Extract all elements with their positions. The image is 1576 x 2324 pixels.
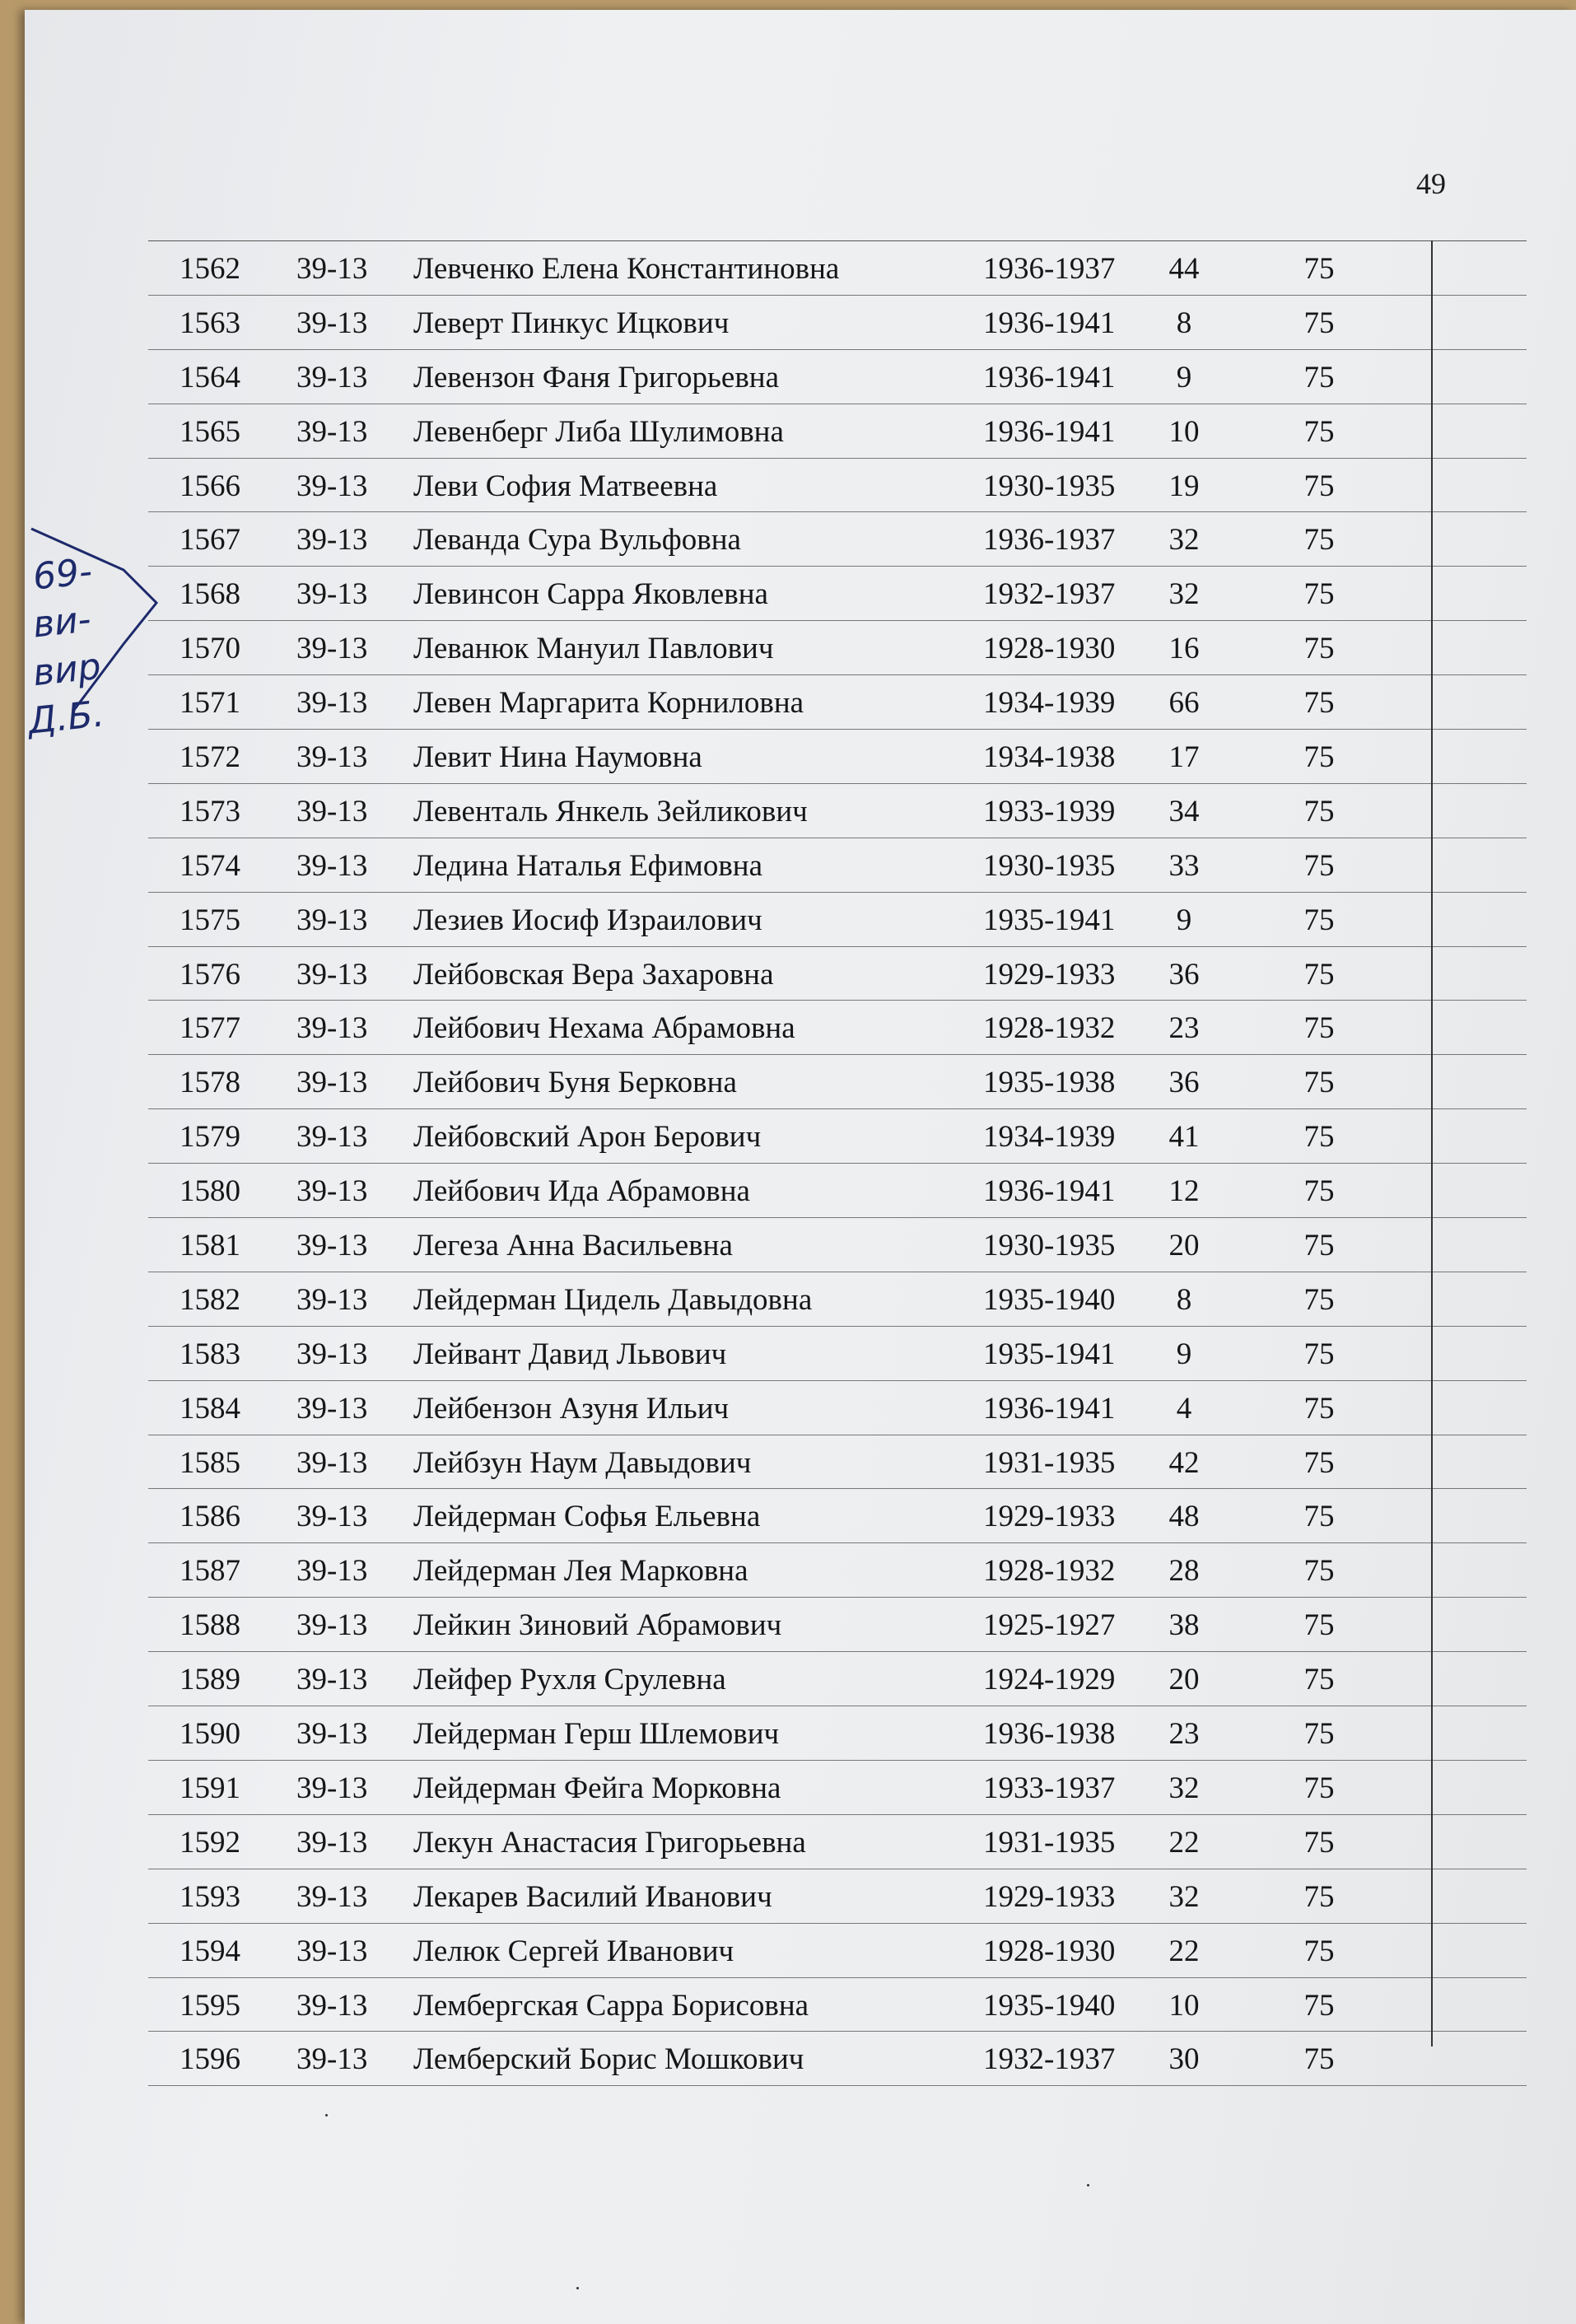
table-row bbox=[148, 947, 1527, 1001]
storage-term: 75 bbox=[1303, 1445, 1335, 1480]
person-name: Лейбович Ида Абрамовна bbox=[413, 1174, 750, 1209]
sheet-count: 44 bbox=[1168, 252, 1200, 286]
person-name: Лейдерман Лея Марковна bbox=[413, 1554, 748, 1589]
margin-note-line: вир bbox=[30, 645, 103, 695]
table-row bbox=[148, 1055, 1527, 1109]
storage-term: 75 bbox=[1303, 1066, 1335, 1100]
table-row bbox=[148, 1272, 1527, 1327]
sheet-count: 19 bbox=[1168, 469, 1200, 503]
fund-code: 39-13 bbox=[296, 1282, 368, 1317]
sheet-count: 42 bbox=[1168, 1445, 1200, 1480]
sheet-count: 38 bbox=[1168, 1608, 1200, 1643]
storage-term: 75 bbox=[1303, 1337, 1335, 1371]
table-row bbox=[148, 1652, 1527, 1706]
years-range: 1936-1941 bbox=[983, 414, 1116, 449]
record-number: 1576 bbox=[180, 957, 240, 992]
fund-code: 39-13 bbox=[296, 577, 368, 612]
years-range: 1935-1940 bbox=[983, 1282, 1116, 1317]
fund-code: 39-13 bbox=[296, 1500, 368, 1534]
record-number: 1577 bbox=[180, 1011, 240, 1046]
sheet-count: 16 bbox=[1168, 632, 1200, 666]
years-range: 1935-1940 bbox=[983, 1988, 1116, 2023]
person-name: Лекун Анастасия Григорьевна bbox=[413, 1825, 806, 1860]
storage-term: 75 bbox=[1303, 523, 1335, 558]
table-row bbox=[148, 241, 1527, 296]
fund-code: 39-13 bbox=[296, 686, 368, 721]
fund-code: 39-13 bbox=[296, 1988, 368, 2023]
person-name: Леванда Сура Вульфовна bbox=[413, 523, 741, 558]
sheet-count: 8 bbox=[1176, 306, 1192, 340]
person-name: Лейдерман Софья Ельевна bbox=[413, 1500, 761, 1534]
sheet-count: 10 bbox=[1168, 414, 1200, 449]
sheet-count: 30 bbox=[1168, 2042, 1200, 2077]
sheet-count: 22 bbox=[1168, 1934, 1200, 1968]
storage-term: 75 bbox=[1303, 1879, 1335, 1914]
years-range: 1936-1937 bbox=[983, 523, 1116, 558]
person-name: Лекарев Василий Иванович bbox=[413, 1879, 772, 1914]
storage-term: 75 bbox=[1303, 1011, 1335, 1046]
sheet-count: 12 bbox=[1168, 1174, 1200, 1209]
years-range: 1936-1941 bbox=[983, 306, 1116, 340]
record-number: 1567 bbox=[180, 523, 240, 558]
margin-note-line: ви- bbox=[30, 598, 93, 646]
table-row bbox=[148, 893, 1527, 947]
record-number: 1594 bbox=[180, 1934, 240, 1968]
record-number: 1574 bbox=[180, 848, 240, 883]
years-range: 1929-1933 bbox=[983, 957, 1116, 992]
table-row bbox=[148, 1815, 1527, 1869]
table-row bbox=[148, 621, 1527, 675]
years-range: 1930-1935 bbox=[983, 469, 1116, 503]
sheet-count: 9 bbox=[1176, 1337, 1192, 1371]
table-row bbox=[148, 404, 1527, 459]
sheet-count: 4 bbox=[1176, 1391, 1192, 1426]
fund-code: 39-13 bbox=[296, 306, 368, 340]
fund-code: 39-13 bbox=[296, 794, 368, 828]
table-row bbox=[148, 1978, 1527, 2032]
table-row bbox=[148, 1489, 1527, 1543]
fund-code: 39-13 bbox=[296, 1391, 368, 1426]
years-range: 1936-1941 bbox=[983, 1174, 1116, 1209]
storage-term: 75 bbox=[1303, 1988, 1335, 2023]
table-row bbox=[148, 1924, 1527, 1978]
storage-term: 75 bbox=[1303, 794, 1335, 828]
ink-speck bbox=[1087, 2184, 1089, 2186]
record-number: 1584 bbox=[180, 1391, 240, 1426]
person-name: Ледина Наталья Ефимовна bbox=[413, 848, 763, 883]
table-row bbox=[148, 1109, 1527, 1164]
person-name: Лейкин Зиновий Абрамович bbox=[413, 1608, 782, 1643]
sheet-count: 34 bbox=[1168, 794, 1200, 828]
years-range: 1928-1932 bbox=[983, 1011, 1116, 1046]
table-row bbox=[148, 1327, 1527, 1381]
fund-code: 39-13 bbox=[296, 252, 368, 286]
sheet-count: 33 bbox=[1168, 848, 1200, 883]
years-range: 1936-1938 bbox=[983, 1717, 1116, 1752]
person-name: Лемберский Борис Мошкович bbox=[413, 2042, 804, 2077]
sheet-count: 23 bbox=[1168, 1717, 1200, 1752]
person-name: Левит Нина Наумовна bbox=[413, 740, 702, 775]
record-number: 1570 bbox=[180, 632, 240, 666]
fund-code: 39-13 bbox=[296, 2042, 368, 2077]
record-number: 1565 bbox=[180, 414, 240, 449]
person-name: Левенберг Либа Шулимовна bbox=[413, 414, 784, 449]
person-name: Лейфер Рухля Срулевна bbox=[413, 1663, 726, 1697]
record-number: 1591 bbox=[180, 1771, 240, 1805]
years-range: 1933-1937 bbox=[983, 1771, 1116, 1805]
record-number: 1566 bbox=[180, 469, 240, 503]
fund-code: 39-13 bbox=[296, 1934, 368, 1968]
storage-term: 75 bbox=[1303, 1500, 1335, 1534]
fund-code: 39-13 bbox=[296, 1337, 368, 1371]
fund-code: 39-13 bbox=[296, 1771, 368, 1805]
table-row bbox=[148, 1164, 1527, 1218]
record-number: 1592 bbox=[180, 1825, 240, 1860]
table-row bbox=[148, 567, 1527, 621]
table-row bbox=[148, 1218, 1527, 1272]
fund-code: 39-13 bbox=[296, 740, 368, 775]
person-name: Левенталь Янкель Зейликович bbox=[413, 794, 808, 828]
person-name: Лейбовский Арон Берович bbox=[413, 1120, 762, 1155]
storage-term: 75 bbox=[1303, 414, 1335, 449]
person-name: Лейбзун Наум Давыдович bbox=[413, 1445, 752, 1480]
table-row bbox=[148, 350, 1527, 404]
table-row bbox=[148, 838, 1527, 893]
table-row bbox=[148, 459, 1527, 513]
fund-code: 39-13 bbox=[296, 1229, 368, 1263]
storage-term: 75 bbox=[1303, 1120, 1335, 1155]
record-number: 1573 bbox=[180, 794, 240, 828]
years-range: 1935-1938 bbox=[983, 1066, 1116, 1100]
sheet-count: 48 bbox=[1168, 1500, 1200, 1534]
sheet-count: 36 bbox=[1168, 957, 1200, 992]
table-row bbox=[148, 296, 1527, 350]
record-number: 1587 bbox=[180, 1554, 240, 1589]
record-number: 1578 bbox=[180, 1066, 240, 1100]
sheet-count: 41 bbox=[1168, 1120, 1200, 1155]
record-number: 1589 bbox=[180, 1663, 240, 1697]
fund-code: 39-13 bbox=[296, 360, 368, 394]
record-number: 1596 bbox=[180, 2042, 240, 2077]
storage-term: 75 bbox=[1303, 1174, 1335, 1209]
sheet-count: 9 bbox=[1176, 360, 1192, 394]
page-number: 49 bbox=[1416, 167, 1446, 200]
fund-code: 39-13 bbox=[296, 469, 368, 503]
fund-code: 39-13 bbox=[296, 1011, 368, 1046]
table-row bbox=[148, 1435, 1527, 1490]
sheet-count: 20 bbox=[1168, 1229, 1200, 1263]
fund-code: 39-13 bbox=[296, 1554, 368, 1589]
storage-term: 75 bbox=[1303, 1282, 1335, 1317]
fund-code: 39-13 bbox=[296, 1825, 368, 1860]
record-number: 1579 bbox=[180, 1120, 240, 1155]
fund-code: 39-13 bbox=[296, 1663, 368, 1697]
sheet-count: 10 bbox=[1168, 1988, 1200, 2023]
sheet-count: 32 bbox=[1168, 1771, 1200, 1805]
person-name: Лейдерман Фейга Морковна bbox=[413, 1771, 781, 1805]
fund-code: 39-13 bbox=[296, 903, 368, 937]
records-table bbox=[148, 240, 1527, 2086]
years-range: 1934-1939 bbox=[983, 686, 1116, 721]
table-row bbox=[148, 1598, 1527, 1652]
fund-code: 39-13 bbox=[296, 632, 368, 666]
years-range: 1931-1935 bbox=[983, 1825, 1116, 1860]
record-number: 1593 bbox=[180, 1879, 240, 1914]
table-row bbox=[148, 1381, 1527, 1435]
fund-code: 39-13 bbox=[296, 414, 368, 449]
record-number: 1581 bbox=[180, 1229, 240, 1263]
sheet-count: 66 bbox=[1168, 686, 1200, 721]
sheet-count: 36 bbox=[1168, 1066, 1200, 1100]
years-range: 1930-1935 bbox=[983, 1229, 1116, 1263]
record-number: 1564 bbox=[180, 360, 240, 394]
person-name: Лейдерман Цидель Давыдовна bbox=[413, 1282, 813, 1317]
years-range: 1932-1937 bbox=[983, 2042, 1116, 2077]
person-name: Левинсон Сарра Яковлевна bbox=[413, 577, 768, 612]
fund-code: 39-13 bbox=[296, 1174, 368, 1209]
record-number: 1586 bbox=[180, 1500, 240, 1534]
ink-speck bbox=[576, 2287, 579, 2289]
years-range: 1936-1941 bbox=[983, 360, 1116, 394]
table-row bbox=[148, 512, 1527, 567]
record-number: 1562 bbox=[180, 252, 240, 286]
storage-term: 75 bbox=[1303, 1717, 1335, 1752]
ink-speck bbox=[325, 2114, 328, 2116]
table-row bbox=[148, 1543, 1527, 1598]
years-range: 1936-1941 bbox=[983, 1391, 1116, 1426]
table-row bbox=[148, 730, 1527, 784]
years-range: 1928-1932 bbox=[983, 1554, 1116, 1589]
storage-term: 75 bbox=[1303, 1554, 1335, 1589]
years-range: 1929-1933 bbox=[983, 1879, 1116, 1914]
storage-term: 75 bbox=[1303, 686, 1335, 721]
table-row bbox=[148, 675, 1527, 730]
storage-term: 75 bbox=[1303, 1608, 1335, 1643]
person-name: Лембергская Сарра Борисовна bbox=[413, 1988, 809, 2023]
storage-term: 75 bbox=[1303, 1663, 1335, 1697]
sheet-count: 32 bbox=[1168, 577, 1200, 612]
storage-term: 75 bbox=[1303, 2042, 1335, 2077]
years-range: 1924-1929 bbox=[983, 1663, 1116, 1697]
person-name: Легеза Анна Васильевна bbox=[413, 1229, 733, 1263]
storage-term: 75 bbox=[1303, 848, 1335, 883]
fund-code: 39-13 bbox=[296, 1717, 368, 1752]
fund-code: 39-13 bbox=[296, 1120, 368, 1155]
table-row bbox=[148, 1761, 1527, 1815]
fund-code: 39-13 bbox=[296, 957, 368, 992]
table-row bbox=[148, 1001, 1527, 1055]
storage-term: 75 bbox=[1303, 252, 1335, 286]
table-row bbox=[148, 784, 1527, 838]
sheet-count: 28 bbox=[1168, 1554, 1200, 1589]
storage-term: 75 bbox=[1303, 469, 1335, 503]
storage-term: 75 bbox=[1303, 632, 1335, 666]
years-range: 1928-1930 bbox=[983, 632, 1116, 666]
table-row bbox=[148, 1706, 1527, 1761]
years-range: 1931-1935 bbox=[983, 1445, 1116, 1480]
document-page bbox=[25, 10, 1576, 2324]
record-number: 1572 bbox=[180, 740, 240, 775]
storage-term: 75 bbox=[1303, 1771, 1335, 1805]
fund-code: 39-13 bbox=[296, 848, 368, 883]
person-name: Лезиев Иосиф Израилович bbox=[413, 903, 762, 937]
person-name: Левензон Фаня Григорьевна bbox=[413, 360, 780, 394]
storage-term: 75 bbox=[1303, 1825, 1335, 1860]
table-row bbox=[148, 1869, 1527, 1924]
storage-term: 75 bbox=[1303, 903, 1335, 937]
record-number: 1588 bbox=[180, 1608, 240, 1643]
record-number: 1583 bbox=[180, 1337, 240, 1371]
sheet-count: 32 bbox=[1168, 1879, 1200, 1914]
record-number: 1590 bbox=[180, 1717, 240, 1752]
sheet-count: 22 bbox=[1168, 1825, 1200, 1860]
fund-code: 39-13 bbox=[296, 1066, 368, 1100]
storage-term: 75 bbox=[1303, 1391, 1335, 1426]
record-number: 1580 bbox=[180, 1174, 240, 1209]
record-number: 1563 bbox=[180, 306, 240, 340]
table-right-border bbox=[1431, 240, 1433, 2046]
person-name: Лелюк Сергей Иванович bbox=[413, 1934, 734, 1968]
person-name: Левченко Елена Константиновна bbox=[413, 252, 840, 286]
years-range: 1934-1939 bbox=[983, 1120, 1116, 1155]
storage-term: 75 bbox=[1303, 740, 1335, 775]
margin-note-line: 69- bbox=[30, 550, 95, 599]
storage-term: 75 bbox=[1303, 306, 1335, 340]
storage-term: 75 bbox=[1303, 577, 1335, 612]
person-name: Лейбовская Вера Захаровна bbox=[413, 957, 774, 992]
person-name: Лейбович Нехама Абрамовна bbox=[413, 1011, 795, 1046]
storage-term: 75 bbox=[1303, 1934, 1335, 1968]
fund-code: 39-13 bbox=[296, 523, 368, 558]
fund-code: 39-13 bbox=[296, 1445, 368, 1480]
person-name: Леванюк Мануил Павлович bbox=[413, 632, 774, 666]
margin-note-line: Д.Б. bbox=[26, 693, 106, 743]
person-name: Лейбович Буня Берковна bbox=[413, 1066, 737, 1100]
years-range: 1936-1937 bbox=[983, 252, 1116, 286]
sheet-count: 9 bbox=[1176, 903, 1192, 937]
record-number: 1582 bbox=[180, 1282, 240, 1317]
record-number: 1571 bbox=[180, 686, 240, 721]
sheet-count: 17 bbox=[1168, 740, 1200, 775]
sheet-count: 23 bbox=[1168, 1011, 1200, 1046]
sheet-count: 32 bbox=[1168, 523, 1200, 558]
person-name: Левен Маргарита Корниловна bbox=[413, 686, 804, 721]
person-name: Леверт Пинкус Ицкович bbox=[413, 306, 730, 340]
fund-code: 39-13 bbox=[296, 1608, 368, 1643]
person-name: Леви София Матвеевна bbox=[413, 469, 718, 503]
years-range: 1932-1937 bbox=[983, 577, 1116, 612]
table-row bbox=[148, 2032, 1527, 2086]
record-number: 1595 bbox=[180, 1988, 240, 2023]
sheet-count: 8 bbox=[1176, 1282, 1192, 1317]
person-name: Лейбензон Азуня Ильич bbox=[413, 1391, 730, 1426]
sheet-count: 20 bbox=[1168, 1663, 1200, 1697]
record-number: 1568 bbox=[180, 577, 240, 612]
record-number: 1575 bbox=[180, 903, 240, 937]
years-range: 1935-1941 bbox=[983, 903, 1116, 937]
fund-code: 39-13 bbox=[296, 1879, 368, 1914]
years-range: 1934-1938 bbox=[983, 740, 1116, 775]
years-range: 1928-1930 bbox=[983, 1934, 1116, 1968]
storage-term: 75 bbox=[1303, 1229, 1335, 1263]
years-range: 1935-1941 bbox=[983, 1337, 1116, 1371]
years-range: 1929-1933 bbox=[983, 1500, 1116, 1534]
person-name: Лейвант Давид Львович bbox=[413, 1337, 727, 1371]
storage-term: 75 bbox=[1303, 957, 1335, 992]
storage-term: 75 bbox=[1303, 360, 1335, 394]
years-range: 1925-1927 bbox=[983, 1608, 1116, 1643]
years-range: 1933-1939 bbox=[983, 794, 1116, 828]
years-range: 1930-1935 bbox=[983, 848, 1116, 883]
record-number: 1585 bbox=[180, 1445, 240, 1480]
person-name: Лейдерман Герш Шлемович bbox=[413, 1717, 780, 1752]
